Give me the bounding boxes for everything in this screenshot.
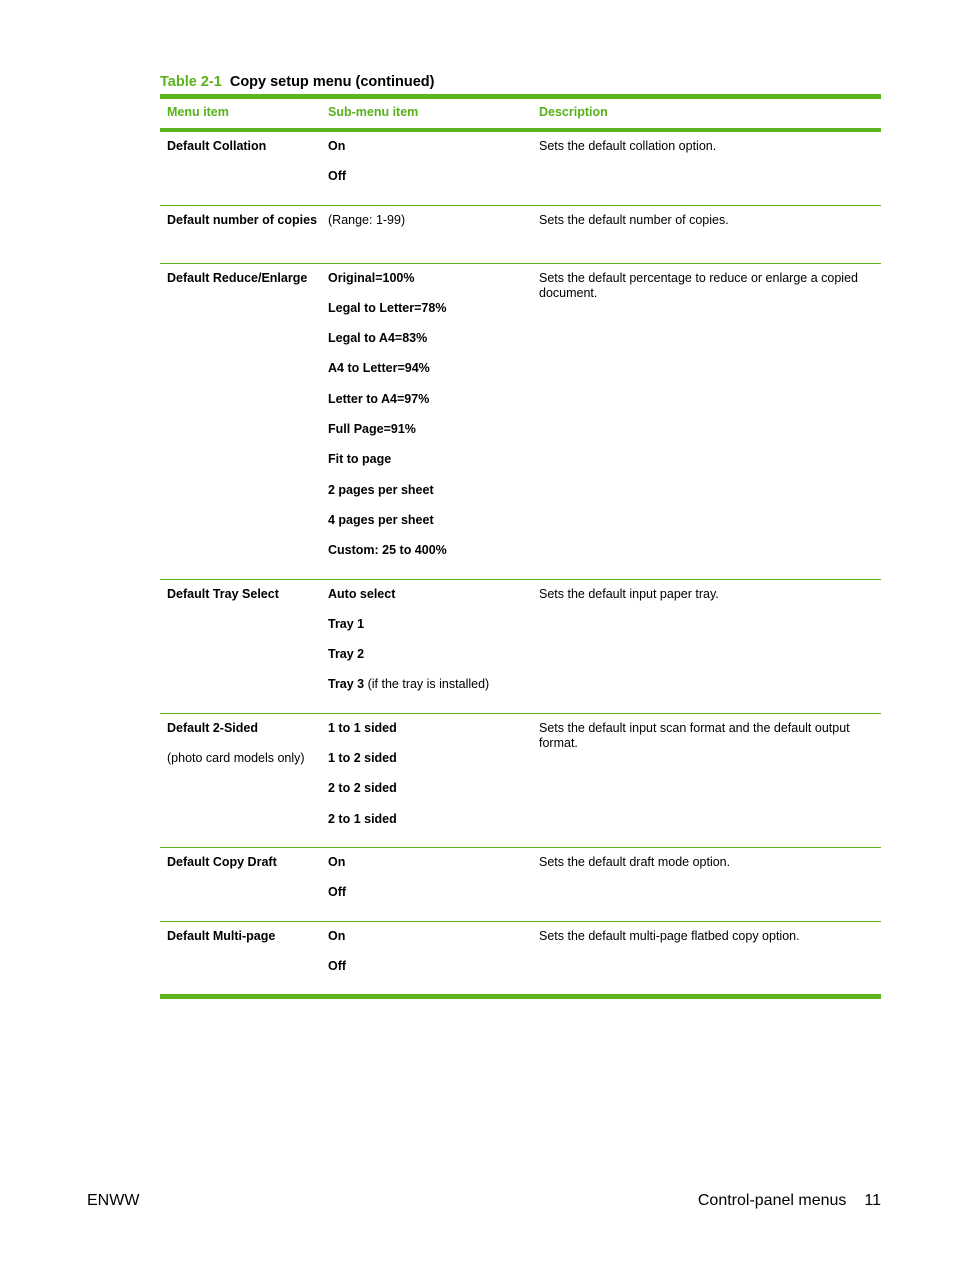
footer-left: ENWW [87, 1192, 140, 1209]
sub-menu-item [328, 929, 532, 959]
copy-setup-table [160, 94, 881, 999]
sub-menu-item [328, 483, 532, 513]
description-cell: Sets the default number of copies. [539, 212, 729, 227]
sub-menu-item-bold: On [328, 928, 346, 943]
table-caption [160, 74, 434, 90]
menu-item-cell [160, 271, 321, 574]
menu-item-cell [160, 721, 321, 842]
sub-menu-cell [321, 271, 532, 574]
menu-item-cell [160, 213, 321, 258]
sub-menu-item [328, 331, 532, 361]
table-row [160, 922, 881, 995]
header-description: Description [539, 105, 608, 119]
menu-item-label: Default number of copies [167, 212, 318, 227]
sub-menu-item [328, 721, 532, 751]
sub-menu-item-bold: 1 to 1 sided [328, 720, 397, 735]
sub-menu-item-bold: Off [328, 958, 347, 973]
sub-menu-item-bold: On [328, 854, 346, 869]
sub-menu-item [328, 392, 532, 422]
table-row [160, 264, 881, 580]
description-cell: Sets the default collation option. [539, 139, 717, 153]
sub-menu-item-bold: Fit to page [328, 452, 392, 467]
header-menu-item: Menu item [167, 105, 229, 119]
sub-menu-item [328, 169, 532, 199]
sub-menu-item-bold: 2 to 1 sided [328, 811, 397, 826]
sub-menu-item [328, 543, 532, 573]
sub-menu-item [328, 855, 532, 885]
menu-item-label: Default 2-Sided [167, 720, 258, 735]
sub-menu-item [328, 513, 532, 543]
menu-item-label: Default Tray Select [167, 586, 279, 601]
sub-menu-item-bold: 2 to 2 sided [328, 781, 397, 796]
sub-menu-item [328, 959, 532, 989]
sub-menu-item [328, 139, 532, 169]
description-cell: Sets the default draft mode option. [539, 854, 731, 869]
page-number: 11 [864, 1192, 881, 1209]
menu-item-cell [160, 139, 321, 200]
sub-menu-item-bold: Letter to A4=97% [328, 391, 430, 406]
sub-menu-item-bold: Legal to Letter=78% [328, 300, 447, 315]
table-row [160, 714, 881, 848]
sub-menu-item-bold: Custom: 25 to 400% [328, 543, 447, 558]
sub-menu-item [328, 452, 532, 482]
menu-item-label: Default Reduce/Enlarge [167, 270, 308, 285]
sub-menu-item-bold: Off [328, 169, 347, 184]
table-title: Copy setup menu (continued) [229, 74, 435, 90]
sub-menu-item-bold: 1 to 2 sided [328, 751, 397, 766]
sub-menu-item-note: (if the tray is installed) [364, 677, 490, 692]
sub-menu-item-bold: 4 pages per sheet [328, 512, 434, 527]
footer-right [698, 1192, 881, 1210]
sub-menu-item-note: (Range: 1-99) [328, 212, 406, 227]
sub-menu-item-bold: Off [328, 885, 347, 900]
sub-menu-cell [321, 721, 532, 842]
header-sub-menu-item: Sub-menu item [328, 105, 419, 119]
sub-menu-item [328, 271, 532, 301]
menu-item-cell [160, 855, 321, 916]
menu-item-label: Default Collation [167, 139, 267, 153]
table-bottom-rule [160, 994, 881, 999]
sub-menu-item [328, 361, 532, 391]
menu-item-cell [160, 587, 321, 708]
description-cell: Sets the default input scan format and the default output format. [539, 720, 850, 750]
table-body [160, 132, 881, 994]
sub-menu-item-bold: Tray 3 [328, 677, 365, 692]
sub-menu-item-bold: Full Page=91% [328, 422, 416, 437]
sub-menu-item [328, 751, 532, 781]
table-row [160, 132, 881, 206]
sub-menu-item [328, 301, 532, 331]
description-cell: Sets the default percentage to reduce or enlarge a copied document. [539, 270, 858, 300]
sub-menu-item [328, 885, 532, 915]
description-cell: Sets the default input paper tray. [539, 586, 719, 601]
sub-menu-item [328, 213, 532, 258]
sub-menu-item-bold: Original=100% [328, 270, 415, 285]
sub-menu-cell [321, 929, 532, 990]
menu-item-note: (photo card models only) [167, 751, 305, 766]
sub-menu-item-bold: Tray 1 [328, 616, 365, 631]
sub-menu-item [328, 647, 532, 677]
sub-menu-item-bold: On [328, 139, 346, 153]
sub-menu-item-bold: Auto select [328, 586, 396, 601]
menu-item-cell [160, 929, 321, 990]
menu-item-label: Default Copy Draft [167, 854, 277, 869]
table-number: Table 2-1 [160, 74, 222, 90]
menu-item-label: Default Multi-page [167, 928, 276, 943]
sub-menu-cell [321, 139, 532, 200]
sub-menu-item [328, 587, 532, 617]
sub-menu-cell [321, 855, 532, 916]
sub-menu-item [328, 812, 532, 842]
sub-menu-item-bold: A4 to Letter=94% [328, 361, 430, 376]
sub-menu-item [328, 781, 532, 811]
table-header [160, 99, 881, 132]
sub-menu-item-bold: Tray 2 [328, 647, 365, 662]
sub-menu-item-bold: Legal to A4=83% [328, 331, 428, 346]
description-cell: Sets the default multi-page flatbed copy option. [539, 928, 800, 943]
table-row [160, 580, 881, 714]
sub-menu-item [328, 422, 532, 452]
sub-menu-item-bold: 2 pages per sheet [328, 482, 434, 497]
table-row [160, 206, 881, 264]
sub-menu-cell [321, 213, 532, 258]
sub-menu-cell [321, 587, 532, 708]
sub-menu-item [328, 677, 532, 707]
table-row [160, 848, 881, 922]
sub-menu-item [328, 617, 532, 647]
footer-section: Control-panel menus [697, 1192, 847, 1209]
